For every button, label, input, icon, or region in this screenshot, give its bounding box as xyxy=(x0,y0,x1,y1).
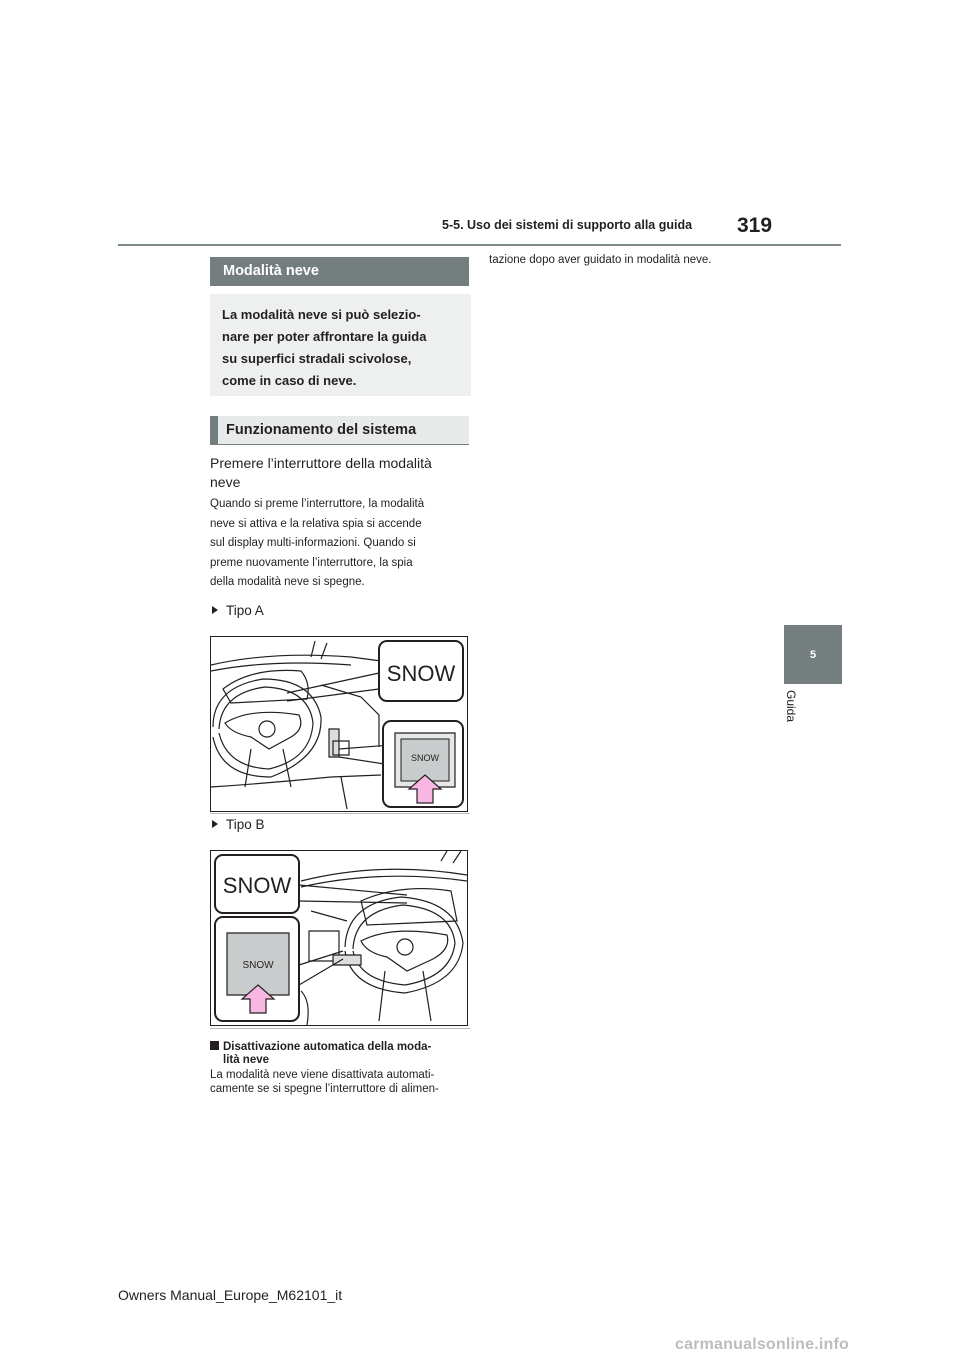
step-title-line: neve xyxy=(210,474,241,490)
intro-box xyxy=(210,294,471,396)
snow-indicator-text: SNOW xyxy=(222,873,292,898)
chapter-number: 5 xyxy=(809,648,817,661)
header-rule xyxy=(118,244,841,246)
auto-off-title xyxy=(210,1041,475,1067)
type-a-label xyxy=(212,603,264,618)
header-section-title: 5-5. Uso dei sistemi di supporto alla guida xyxy=(442,218,693,232)
footer-text: Owners Manual_Europe_M62101_it xyxy=(118,1287,343,1303)
auto-off-body-line: camente se si spegne l’interruttore di alimen- xyxy=(210,1082,439,1095)
bullet-triangle-icon xyxy=(212,606,218,614)
subsection-rule xyxy=(210,444,469,445)
auto-off-body xyxy=(210,1069,476,1096)
watermark: carmanualsonline.info xyxy=(675,1336,850,1353)
intro-line: come in caso di neve. xyxy=(222,373,357,388)
bullet-triangle-icon xyxy=(212,820,218,828)
intro-line: nare per poter affrontare la guida xyxy=(222,329,427,344)
step-desc-line: della modalità neve si spegne. xyxy=(210,576,365,588)
step-desc-line: neve si attiva e la relativa spia si accende xyxy=(210,517,422,530)
figure-rule xyxy=(210,813,470,814)
page-number: 319 xyxy=(737,214,773,237)
step-desc-line: sul display multi-informazioni. Quando si xyxy=(210,537,416,549)
figure-rule xyxy=(210,1028,470,1029)
figure-type-b xyxy=(210,850,468,1026)
step-desc-line: preme nuovamente l’interruttore, la spia xyxy=(210,556,413,569)
snow-switch-text: SNOW xyxy=(411,753,439,763)
section-marker-icon xyxy=(210,1041,219,1050)
dashboard-illustration-type-b xyxy=(211,851,467,1025)
intro-line: La modalità neve si può selezio- xyxy=(222,307,421,322)
snow-indicator-text: SNOW xyxy=(386,661,456,686)
step-title xyxy=(210,454,470,492)
step-title-line: Premere l’interruttore della modalità xyxy=(210,455,432,471)
intro-line: su superfici stradali scivolose, xyxy=(222,351,412,366)
auto-off-continuation: tazione dopo aver guidato in modalità neve. xyxy=(489,254,712,266)
auto-off-title-line: Disattivazione automatica della moda- xyxy=(223,1041,432,1053)
chapter-label-text: Guida xyxy=(784,690,798,723)
type-a-text: Tipo A xyxy=(226,603,264,618)
section-title: Modalità neve xyxy=(210,257,469,286)
type-b-text: Tipo B xyxy=(226,817,265,832)
subsection-title: Funzionamento del sistema xyxy=(210,416,469,444)
step-description xyxy=(210,495,472,593)
figure-type-a xyxy=(210,636,468,812)
type-b-label xyxy=(212,817,265,832)
snow-switch-text: SNOW xyxy=(242,960,274,971)
chapter-label xyxy=(783,690,803,735)
step-desc-line: Quando si preme l’interruttore, la modalità xyxy=(210,498,425,510)
dashboard-illustration-type-a xyxy=(211,637,467,811)
chapter-tab[interactable] xyxy=(784,625,842,684)
auto-off-body-line: La modalità neve viene disattivata automati- xyxy=(210,1069,435,1081)
auto-off-title-line: lità neve xyxy=(223,1054,270,1066)
